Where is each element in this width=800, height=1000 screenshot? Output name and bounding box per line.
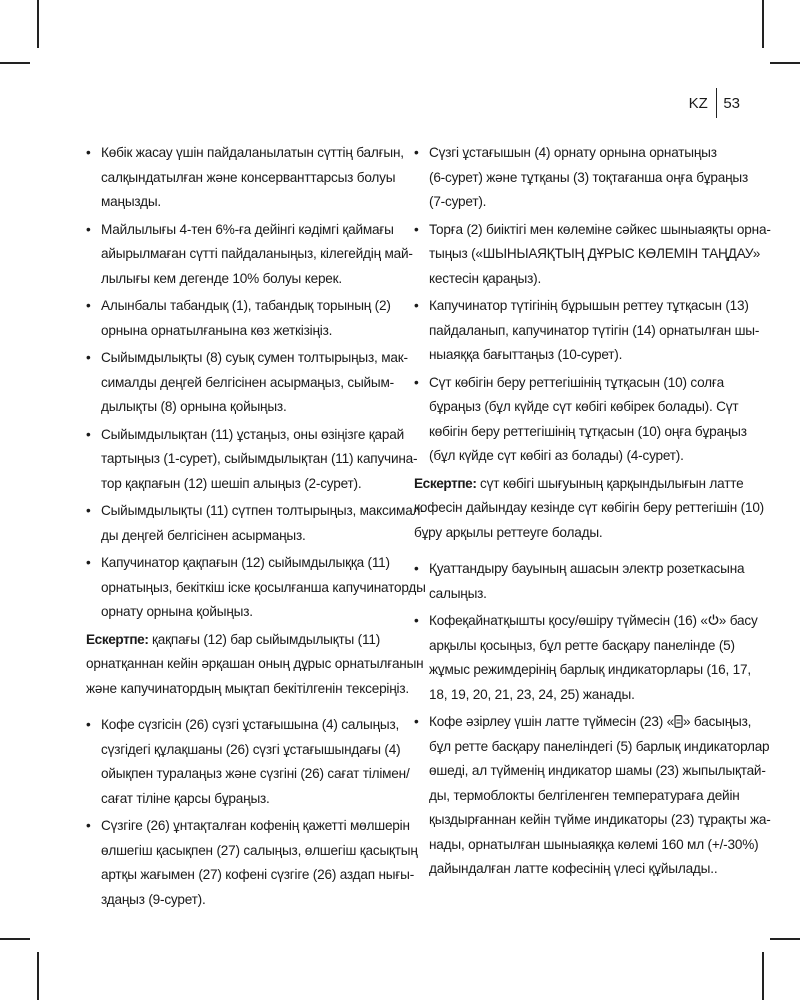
list-item: [86, 814, 418, 912]
crop-mark: [762, 0, 764, 48]
note-text: сүт көбігі шығуының қарқындылығын латте: [476, 475, 744, 491]
list-item: [414, 609, 758, 707]
text-line: [429, 710, 752, 735]
bullet-list: [414, 557, 771, 882]
text-line: • Көбік жасау үшін пайдаланылатын сүттің балғын,: [101, 145, 404, 160]
list-item: [86, 141, 408, 215]
text-line: • Қуаттандыру бауының ашасын электр розеткасына: [429, 561, 745, 576]
text-line: • Сүзгі ұстағышын (4) орнату орнына орнатыңыз: [429, 145, 717, 160]
list-item: [414, 710, 771, 882]
crop-mark: [770, 938, 800, 940]
crop-mark: [37, 0, 39, 48]
list-item: [86, 499, 425, 548]
bullet-list: [414, 141, 771, 469]
text-line: • Сыйымдылықты (11) сүтпен толтырыңыз, максимал-: [101, 503, 425, 518]
list-item: [86, 294, 408, 343]
list-item: [414, 218, 771, 292]
list-item: [414, 557, 744, 606]
latte-glass-icon: [674, 715, 683, 728]
text-segment: Кофе әзірлеу үшін латте түймесін (23) «: [429, 714, 674, 729]
text-line: (7-сурет).: [429, 194, 487, 209]
text-line: өшеді, ал түйменің индикатор шамы (23) жыпылықтай-: [429, 763, 766, 778]
text-line: тыңыз («ШЫНЫАЯҚТЫҢ ДҰРЫС КӨЛЕМІН ТАҢДАУ»: [429, 246, 761, 261]
crop-mark: [0, 938, 30, 940]
crop-mark: [762, 952, 764, 1000]
text-line: көбігін беру реттегішінің тұтқасын (10) оңға бұраңыз: [429, 423, 747, 439]
text-line: • Сүт көбігін беру реттегішінің тұтқасын (10) солға: [429, 374, 725, 390]
text-line: тор қақпағын (12) шешіп алыңыз (2-сурет).: [101, 475, 362, 491]
text-line: • Сыйымдылықты (8) суық сумен толтырыңыз, мак-: [101, 350, 408, 365]
text-line: орнатқаннан кейін әрқашан оның дұрыс орнатылғанын: [86, 656, 424, 671]
text-line: 18, 19, 20, 21, 23, 24, 25) жанады.: [429, 686, 635, 702]
text-line: дылықты (8) орнына қойыңыз.: [101, 399, 287, 414]
text-line: бұл ретте басқару панеліндегі (5) барлық индикаторлар: [429, 738, 770, 754]
page-header: [689, 88, 740, 118]
note-label: Ескертпе:: [86, 631, 149, 647]
bullet-list: [86, 141, 426, 625]
text-line: (бұл күйде сүт көбігі аз болады) (4-сурет).: [429, 448, 684, 463]
text-line: тартыңыз (1-сурет), сыйымдылықтан (11) капучина-: [101, 451, 418, 466]
list-item: [86, 346, 408, 420]
text-line: • Капучинатор қақпағын (12) сыйымдылыққа (11): [101, 555, 390, 570]
crop-mark: [770, 62, 800, 64]
text-line: маңызды.: [101, 194, 161, 209]
list-item: [414, 371, 747, 469]
left-column: [86, 141, 426, 915]
text-line: • Капучинатор түтігінің бұрышын реттеу тұтқасын (13): [429, 298, 749, 313]
text-segment: » басу: [718, 613, 758, 628]
list-item: [414, 294, 760, 368]
text-line: бұру арқылы реттеуге болады.: [414, 524, 603, 540]
list-item: [86, 423, 418, 497]
text-line: • Алынбалы табандық (1), табандық торының (2): [101, 298, 391, 313]
list-item: [86, 218, 413, 292]
text-line: қыздырғаннан кейін түйме индикаторы (23) тұрақты жа-: [429, 812, 771, 827]
text-line: орнату орнына қойыңыз.: [101, 604, 253, 619]
text-line: бұраңыз (бұл күйде сүт көбігі көбірек болады). Сүт: [429, 399, 739, 414]
bullet-list: [86, 713, 418, 912]
list-item: [414, 141, 749, 215]
language-code: KZ: [688, 94, 708, 112]
list-item: [86, 551, 426, 625]
text-line: (6-сурет) және тұтқаны (3) тоқтағанша оңға бұраңыз: [429, 169, 749, 185]
text-line: және капучинатордың мықтап бекітілгенін тексеріңіз.: [86, 680, 409, 696]
text-line: • Майлылығы 4-тен 6%-ға дейінгі кәдімгі қаймағы: [101, 221, 394, 237]
note-block: [86, 628, 424, 702]
text-line: ды деңгей белгісінен асырмаңыз.: [101, 527, 306, 543]
text-line: салқындатылған және консерванттарсыз болуы: [101, 169, 396, 185]
text-line: • Сыйымдылықтан (11) ұстаңыз, оны өзіңізге қарай: [101, 426, 405, 442]
text-line: • Торға (2) биіктігі мен көлеміне сәйкес шыныаяқты орна-: [429, 221, 771, 237]
crop-mark: [0, 62, 30, 64]
text-line: • Сүзгіге (26) ұнтақталған кофенің қажетті мөлшерін: [101, 818, 410, 833]
text-line: • Кофе сүзгісін (26) сүзгі ұстағышына (4) салыңыз,: [101, 717, 400, 732]
right-column: [414, 141, 771, 885]
text-line: пайдаланып, капучинатор түтігін (14) орнатылған шы-: [429, 322, 760, 338]
text-line: нады, орнатылған шыныаяққа көлемі 160 мл (+/-30%): [429, 836, 759, 852]
text-line: сималды деңгей белгісінен асырмаңыз, сыйым-: [101, 374, 394, 390]
text-segment: » басыңыз,: [683, 714, 752, 729]
note-block: [414, 472, 765, 546]
text-line: орнатыңыз, бекіткіш іске қосылғанша капучинаторды: [101, 579, 426, 595]
text-segment: Кофеқайнатқышты қосу/өшіру түймесін (16) «: [429, 613, 708, 628]
text-line: артқы жағымен (27) кофені сүзгіге (26) аздап нығы-: [101, 867, 415, 882]
crop-mark: [37, 952, 39, 1000]
text-line: сүзгідегі құлақшаны (26) сүзгі ұстағышындағы (4): [101, 741, 401, 757]
note-label: Ескертпе:: [414, 475, 477, 491]
list-item: [86, 713, 408, 811]
text-line: [429, 609, 758, 634]
text-line: ды, термоблокты белгіленген температураға дейін: [429, 787, 740, 803]
text-line: [86, 628, 408, 653]
text-line: дайындалған латте кофесінің үлесі құйылады..: [429, 861, 718, 876]
note-text: қақпағы (12) бар сыйымдылықты (11): [148, 631, 381, 647]
text-line: ныаяққа бағыттаңыз (10-сурет).: [429, 347, 623, 362]
text-line: [414, 472, 744, 497]
page-number: 53: [723, 94, 740, 112]
text-line: салыңыз.: [429, 585, 487, 601]
text-line: өлшегіш қасықпен (27) салыңыз, өлшегіш қасықтың: [101, 842, 418, 858]
text-line: айырылмаған сүтті пайдаланыңыз, кілегейдің май-: [101, 246, 413, 261]
text-line: кофесін дайындау кезінде сүт көбігін беру реттегішін (10): [414, 500, 765, 515]
text-line: кестесін қараңыз).: [429, 270, 542, 286]
text-line: жұмыс режимдерінің барлық индикаторлары (16, 17,: [429, 662, 751, 677]
text-line: ойықпен туралаңыз және сүзгіні (26) сағат тілімен/: [101, 766, 410, 781]
text-line: здаңыз (9-сурет).: [101, 891, 206, 907]
text-line: сағат тіліне қарсы бұраңыз.: [101, 790, 270, 806]
text-line: орнына орнатылғанына көз жеткізіңіз.: [101, 322, 333, 338]
text-line: арқылы қосыңыз, бұл ретте басқару панелінде (5): [429, 637, 735, 653]
text-line: лылығы кем дегенде 10% болуы керек.: [101, 270, 342, 286]
power-icon: [708, 614, 719, 626]
